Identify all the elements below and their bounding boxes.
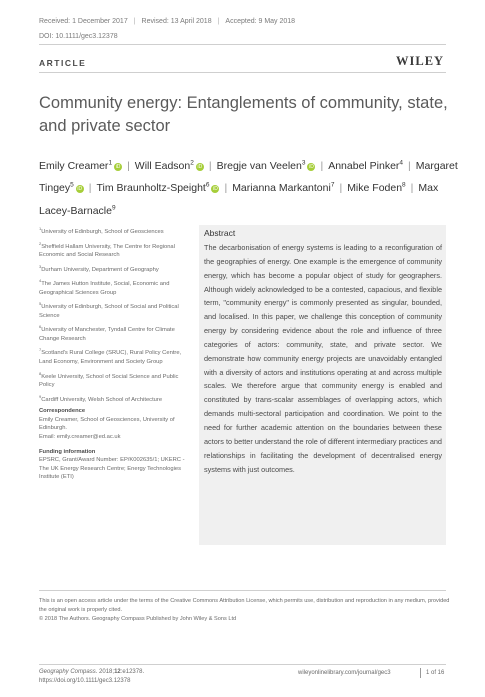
affiliation-marker: 3 (301, 159, 306, 166)
affiliation-text: Cardiff University, Welsh School of Architecture (41, 396, 163, 403)
affiliation-marker: 1 (108, 159, 113, 166)
footer-divider (39, 590, 446, 591)
license-text: This is an open access article under the terms of the Creative Commons Attribution License, which permits use, distribution and reproduction in any medium, provided the original work is properly cited. (39, 598, 450, 613)
author-name[interactable]: Tim Braunholtz-Speight (96, 182, 206, 194)
article-divider (39, 72, 446, 73)
accepted-date: Accepted: 9 May 2018 (225, 18, 296, 25)
affiliation-marker: 7 (330, 181, 335, 189)
header-divider (39, 44, 446, 45)
correspondence-heading: Correspondence (39, 408, 86, 415)
affiliation-item (39, 323, 189, 343)
author-separator: | (127, 159, 130, 172)
affiliation-marker: 9 (111, 204, 116, 211)
author-separator: | (320, 159, 324, 172)
affiliation-marker: 8 (402, 181, 406, 189)
journal-article-number: :e12378. (120, 669, 145, 675)
orcid-icon[interactable]: iD (197, 163, 203, 170)
received-date: Received: 1 December 2017 (39, 18, 128, 25)
correspondence-email[interactable]: Email: emily.creamer@ed.ac.uk (39, 433, 121, 440)
author-name[interactable]: Mike Foden (347, 182, 403, 194)
citation-divider (39, 664, 446, 665)
author-name[interactable]: Bregje van Veelen (216, 159, 302, 172)
author-separator: | (410, 182, 414, 194)
affiliation-item (39, 346, 189, 366)
affiliation-number: 1 (39, 226, 42, 231)
license-note (39, 597, 451, 624)
affiliation-text: University of Manchester, Tyndall Centre for Climate Change Research (39, 327, 175, 342)
author-name[interactable]: Annabel Pinker (328, 159, 400, 172)
article-dates (39, 18, 295, 25)
journal-citation (39, 668, 144, 686)
author-entry (135, 160, 204, 172)
author-entry (217, 160, 316, 172)
affiliation-text: Durham University, Department of Geography (41, 266, 159, 273)
affiliation-text: University of Edinburgh, School of Social and Political Science (39, 304, 179, 319)
doi-label: DOI: 10.1111/gec3.12378 (39, 33, 118, 40)
affiliation-marker: 6 (205, 181, 210, 189)
author-separator: | (88, 182, 92, 194)
revised-date: Revised: 13 April 2018 (141, 18, 212, 25)
author-entry (97, 182, 220, 194)
affiliation-number: 4 (39, 278, 42, 284)
funding-text: EPSRC, Grant/Award Number: EP/K002635/1; UKERC - The UK Energy Research Centre; Energy Technologies Institute (ETI) (39, 457, 185, 481)
abstract-text: The decarbonisation of energy systems is leading to a reconfiguration of the geographies of energy. One example is the emergence of community energy, which has become a popular object of study for geographers. Although widely acknowledged to be a contested, capacious, and flexible term, "community energy" is commonly presented as singular, bounded, and localised. In this paper, we challenge this conception of community energy by considering evidence about the role and influence of three categories of actors: community, state, and private sector. We demonstrate how community energy projects are unavoidably entangled with a diversity of actors and institutions operating at and across multiple scales. We therefore argue that community energy is enabled and constituted by trans-scalar assemblages of overlapping actors, which demands multi-sectoral participation and coordination. We point to the need for further academic attention on the boundaries between these actors to better understand the role of different intermediary practices and relationships in facilitating the development of decentralised energy systems with just outcomes. (204, 243, 442, 474)
publisher-logo: WILEY (396, 54, 445, 68)
affiliation-item (39, 393, 189, 405)
author-name[interactable]: Will Eadson (134, 159, 191, 172)
affiliation-text: Keele University, School of Social Science and Public Policy (39, 373, 179, 389)
affiliation-text: The James Hutton Institute, Social, Economic and Geographical Sciences Group (39, 281, 170, 296)
affiliation-marker: 5 (70, 181, 74, 189)
journal-year: . 2018; (95, 669, 115, 675)
affiliation-item (39, 277, 189, 297)
affiliation-number: 7 (39, 347, 42, 353)
affiliation-list (39, 225, 189, 404)
paper-title: Community energy: Entanglements of community, state, and private sector (39, 94, 448, 135)
funding-heading: Funding information (39, 448, 96, 455)
affiliation-marker: 4 (399, 159, 404, 166)
affiliation-number: 9 (39, 393, 42, 399)
correspondence-name: Emily Creamer, School of Geosciences, University of Edinburgh. (39, 416, 175, 432)
author-entry (232, 182, 334, 194)
author-name[interactable]: Marianna Markantoni (232, 182, 331, 194)
affiliation-number: 2 (39, 240, 42, 246)
affiliation-item (39, 240, 189, 260)
affiliation-item (39, 263, 189, 275)
orcid-icon[interactable]: iD (77, 186, 83, 192)
author-entry (347, 182, 405, 194)
author-separator: | (208, 159, 212, 172)
affiliation-item (39, 225, 189, 237)
author-name[interactable]: Margaret Tingey (39, 159, 458, 194)
author-separator: | (408, 159, 411, 172)
copyright-text: © 2018 The Authors. Geography Compass Published by John Wiley & Sons Ltd (39, 616, 237, 622)
affiliation-marker: 2 (190, 159, 194, 166)
author-separator: | (339, 182, 343, 194)
author-name[interactable]: Emily Creamer (39, 159, 109, 172)
affiliation-text: Sheffield Hallam University, The Centre for Regional Economic and Social Research (39, 243, 175, 259)
affiliation-number: 5 (39, 301, 42, 307)
author-list (39, 153, 459, 221)
orcid-icon[interactable]: iD (213, 186, 218, 192)
affiliation-item (39, 370, 189, 390)
journal-volume: 12 (114, 669, 121, 675)
page-number: 1 of 16 (426, 670, 445, 676)
affiliations-column (39, 225, 189, 485)
doi-link[interactable]: https://doi.org/10.1111/gec3.12378 (39, 678, 131, 684)
author-entry (39, 160, 122, 172)
affiliation-number: 6 (39, 324, 42, 330)
affiliation-number: 3 (39, 263, 42, 269)
author-name[interactable]: Max Lacey-Barnacle (39, 182, 439, 217)
journal-site-link[interactable]: wileyonlinelibrary.com/journal/gec3 (298, 670, 391, 676)
affiliation-item (39, 300, 189, 320)
orcid-icon[interactable]: iD (115, 163, 121, 170)
author-separator: | (224, 182, 228, 194)
page-separator (420, 668, 421, 678)
journal-name: Geography Compass (39, 669, 96, 675)
abstract-heading: Abstract (204, 228, 236, 238)
date-separator: | (217, 18, 220, 25)
affiliation-text: University of Edinburgh, School of Geosciences (41, 228, 164, 235)
affiliation-number: 8 (39, 370, 42, 376)
affiliation-text: Scotland's Rural College (SRUC), Rural Policy Centre, Land Economy, Environment and Society Group (39, 350, 182, 365)
date-separator: | (133, 18, 136, 25)
author-entry (328, 160, 403, 172)
orcid-icon[interactable]: iD (309, 163, 314, 170)
article-type-label: ARTICLE (39, 58, 87, 68)
